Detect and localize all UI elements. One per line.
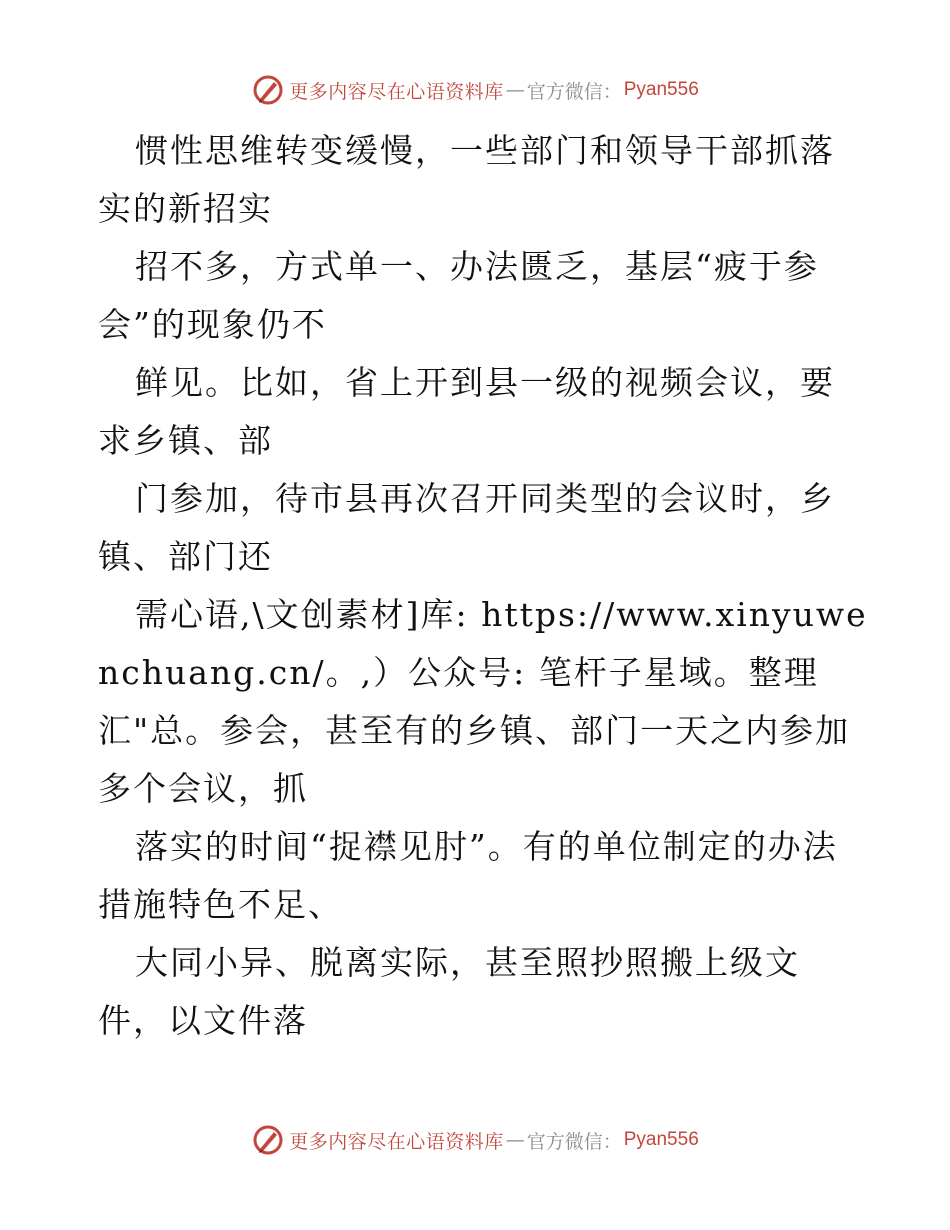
- header-banner-text: 更多内容尽在心语资料库: [289, 80, 504, 103]
- footer-banner-text: 更多内容尽在心语资料库: [289, 1130, 504, 1153]
- paragraph: 招不多，方式单一、办法匮乏，基层“疲于参会”的现象仍不: [98, 247, 819, 344]
- paragraph: 门参加，待市县再次召开同类型的会议时，乡镇、部门还: [98, 479, 835, 576]
- footer-wechat-label: 官方微信：: [526, 1130, 622, 1153]
- paragraph: 惯性思维转变缓慢，一些部门和领导干部抓落实的新招实: [98, 131, 835, 228]
- paragraph: 需心语,\文创素材]库: https://www.xinyuwenchuang.cn/。,）公众号: 笔杆子星域。整理汇"总。参会，甚至有的乡镇、部门一天之内参加多个会议，抓: [98, 595, 868, 808]
- header-banner-separator: —: [505, 79, 525, 101]
- pen-logo-icon: [251, 1123, 285, 1157]
- header-wechat-id: Pyan556: [623, 79, 699, 100]
- pen-logo-icon: [251, 73, 285, 107]
- paragraph: 鲜见。比如，省上开到县一级的视频会议，要求乡镇、部: [98, 363, 835, 460]
- footer-banner-separator: —: [505, 1129, 525, 1151]
- footer-banner: [0, 1120, 950, 1160]
- paragraph: 落实的时间“捉襟见肘”。有的单位制定的办法措施特色不足、: [98, 827, 838, 924]
- paragraph: 大同小异、脱离实际，甚至照抄照搬上级文件，以文件落: [98, 943, 800, 1040]
- header-wechat-label: 官方微信：: [526, 80, 622, 103]
- header-banner: [0, 70, 950, 110]
- footer-wechat-id: Pyan556: [623, 1129, 699, 1150]
- document-body: [98, 122, 868, 1050]
